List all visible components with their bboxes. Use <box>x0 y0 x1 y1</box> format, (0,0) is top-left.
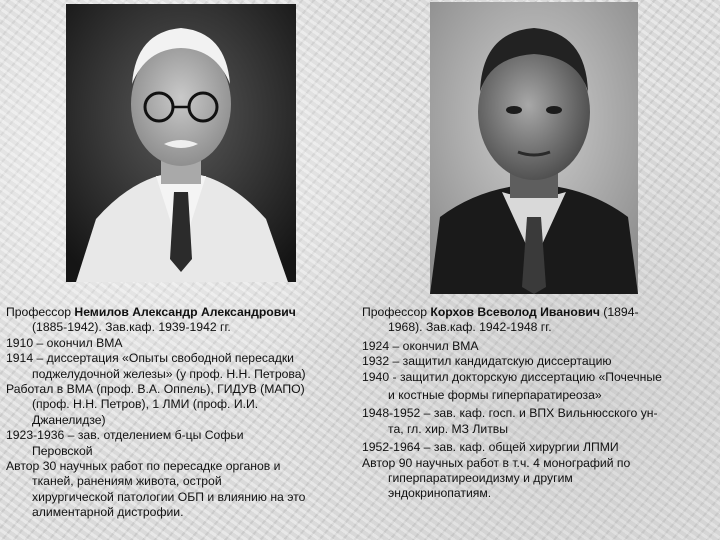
bio-line: эндокринопатиям. <box>388 486 492 501</box>
bio-line: Автор 30 научных работ по пересадке органов и <box>6 459 281 474</box>
bio-line: 1923-1936 – зав. отделением б-цы Софьи <box>6 428 244 443</box>
bio-line: Джанелидзе) <box>32 412 106 427</box>
bio-nemilov <box>6 305 358 521</box>
bio-line: 1952-1964 – зав. каф. общей хирургии ЛПМИ <box>362 440 619 455</box>
bio-line: гиперпаратиреоидизму и другим <box>388 471 573 486</box>
portrait-korkhov <box>430 2 638 294</box>
portrait-nemilov <box>66 4 296 282</box>
portrait-korkhov-image <box>430 2 638 294</box>
person-name: Корхов Всеволод Иванович <box>430 305 600 319</box>
bio-korkhov-heading <box>362 305 718 320</box>
bio-line: та, гл. хир. МЗ Литвы <box>388 421 509 436</box>
bio-line: и костные формы гиперпаратиреоза» <box>388 388 602 403</box>
heading-suffix: (1894- <box>599 305 639 319</box>
bio-line: (проф. Н.Н. Петров), 1 ЛМИ (проф. И.И. <box>32 397 259 412</box>
bio-korkhov <box>362 305 718 502</box>
bio-line: 1914 – диссертация «Опыты свободной пересадки <box>6 351 294 366</box>
bio-line: 1940 - защитил докторскую диссертацию «Почечные <box>362 369 662 384</box>
bio-line: тканей, ранениям живота, острой <box>32 474 222 489</box>
bio-line: поджелудочной железы» (у проф. Н.Н. Петрова) <box>32 366 306 381</box>
bio-line: (1885-1942). Зав.каф. 1939-1942 гг. <box>32 320 231 335</box>
heading-prefix: Профессор <box>6 305 75 319</box>
portrait-nemilov-image <box>66 4 296 282</box>
heading-prefix: Профессор <box>362 305 431 319</box>
bio-line: Автор 90 научных работ в т.ч. 4 монографий по <box>362 455 631 470</box>
bio-line: хирургической патологии ОБП и влиянию на это <box>32 489 306 504</box>
bio-line: 1910 – окончил ВМА <box>6 335 123 350</box>
bio-line: 1924 – окончил ВМА <box>362 338 479 353</box>
bio-line: Работал в ВМА (проф. В.А. Оппель), ГИДУВ (МАПО) <box>6 382 305 397</box>
bio-nemilov-heading <box>6 305 358 320</box>
person-name: Немилов Александр Александрович <box>74 305 296 319</box>
bio-line: алиментарной дистрофии. <box>32 505 184 520</box>
bio-line: 1968). Зав.каф. 1942-1948 гг. <box>388 320 552 335</box>
bio-line: 1948-1952 – зав. каф. госп. и ВПХ Вильнюсского ун- <box>362 406 658 421</box>
bio-line: 1932 – защитил кандидатскую диссертацию <box>362 354 612 369</box>
bio-line: Перовской <box>32 443 93 458</box>
